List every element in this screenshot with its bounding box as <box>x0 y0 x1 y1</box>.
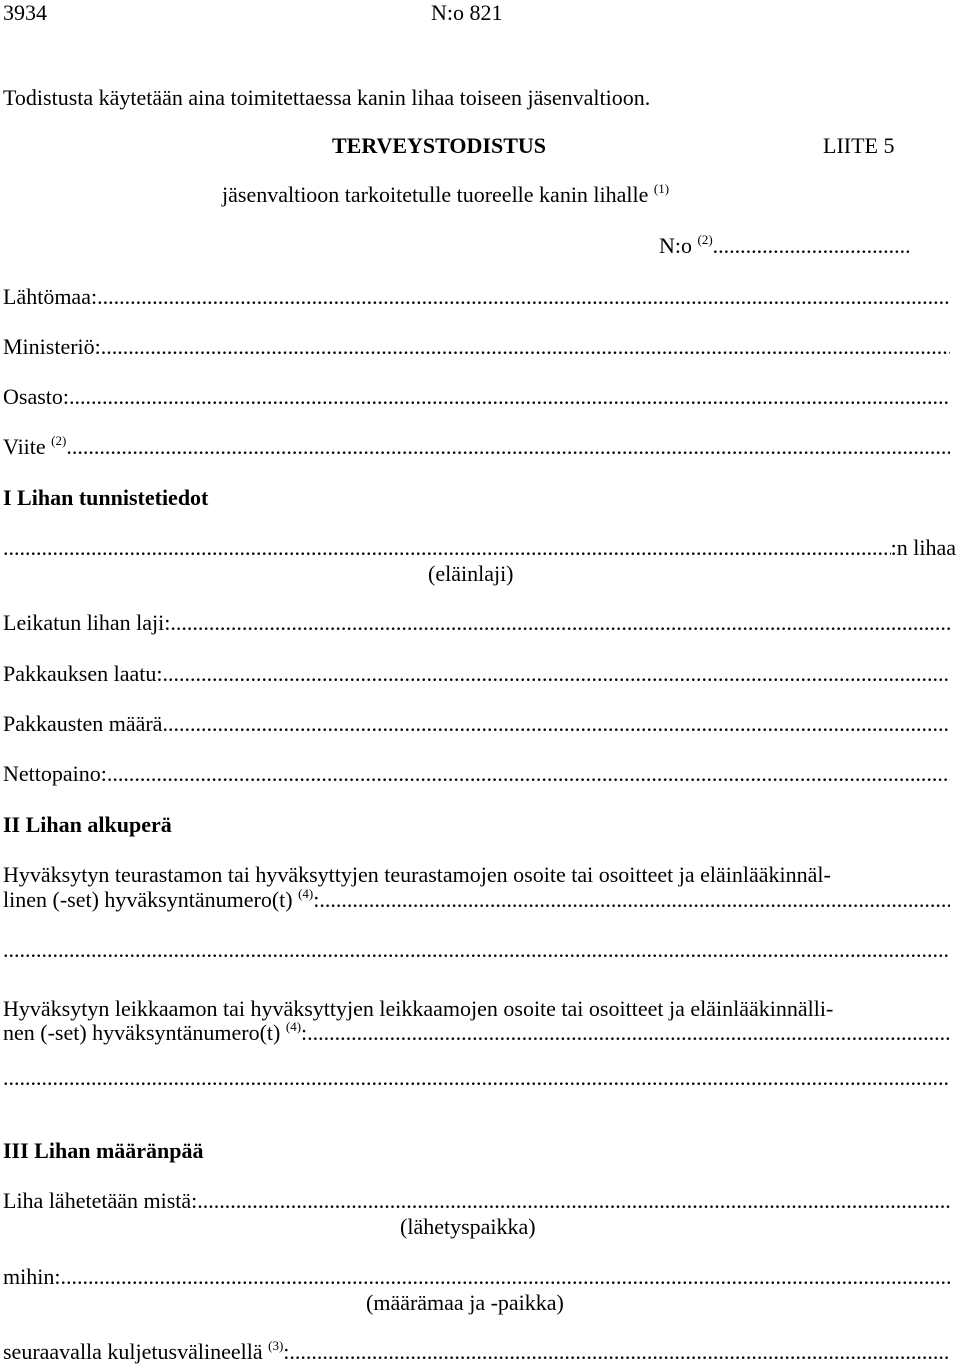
intro-text: Todistusta käytetään aina toimitettaessa kanin lihaa toiseen jäsenvaltioon. <box>3 85 651 110</box>
certificate-number-field[interactable] <box>659 232 909 258</box>
slaughterhouse-continuation[interactable] <box>3 939 950 961</box>
reference-label: Viite <box>3 434 46 459</box>
cutting-plant-field[interactable]: nen (-set) hyväksyntänumero(t) $^{(4)}$: ..... <box>3 1022 950 1044</box>
packaging-type-field[interactable] <box>3 663 950 685</box>
cutting-plant-label: nen (-set) hyväksyntänumero(t) <box>3 1020 281 1045</box>
ministry-label: Ministeriö: <box>3 334 101 359</box>
document-title: TERVEYSTODISTUS <box>332 133 547 158</box>
slaughterhouse-footnote: (4) <box>298 886 314 901</box>
destination-caption: (määrämaa ja -paikka) <box>366 1290 564 1315</box>
transport-footnote: (3) <box>268 1338 284 1353</box>
net-weight-label: Nettopaino: <box>3 761 107 786</box>
certificate-number-footnote: (2) <box>697 232 713 247</box>
certificate-number-dots <box>713 235 909 257</box>
slaughterhouse-label: linen (-set) hyväksyntänumero(t) <box>3 887 293 912</box>
origin-country-dots <box>97 286 950 308</box>
transport-field[interactable]: seuraavalla kuljetusvälineellä $^{(3)}$: ..... <box>3 1341 950 1363</box>
ministry-dots <box>101 336 950 358</box>
annex-label: LIITE 5 <box>823 133 895 158</box>
dispatch-field[interactable] <box>3 1190 950 1212</box>
cutting-plant-continuation[interactable] <box>3 1067 950 1089</box>
slaughterhouse-field[interactable]: linen (-set) hyväksyntänumero(t) $^{(4)}$: ..... <box>3 889 950 911</box>
destination-label: mihin: <box>3 1264 61 1289</box>
section1-heading: I Lihan tunnistetiedot <box>3 485 209 510</box>
packaging-type-label: Pakkauksen laatu: <box>3 661 163 686</box>
cut-type-dots <box>170 612 950 634</box>
cutting-plant-continuation-dots <box>3 1067 950 1089</box>
issue-number: N:o 821 <box>431 0 503 25</box>
packaging-type-dots <box>162 663 950 685</box>
cut-type-label: Leikatun lihan laji: <box>3 610 171 635</box>
cutting-plant-footnote: (4) <box>285 1019 302 1034</box>
slaughterhouse-line1: Hyväksytyn teurastamon tai hyväksyttyjen teurastamojen osoite tai osoitteet ja eläinlääkinnäl- <box>3 862 831 887</box>
species-field[interactable] <box>3 537 956 559</box>
package-count-field[interactable] <box>3 713 950 735</box>
species-dots <box>3 537 891 559</box>
slaughterhouse-continuation-dots <box>3 939 950 961</box>
subtitle-text: jäsenvaltioon tarkoitetulle tuoreelle kanin lihalle <box>222 182 649 207</box>
ministry-field[interactable] <box>3 336 950 358</box>
subtitle-footnote: (1) <box>653 181 670 196</box>
net-weight-field[interactable] <box>3 763 950 785</box>
cutting-plant-dots <box>307 1022 950 1044</box>
reference-dots <box>66 436 950 458</box>
department-field[interactable] <box>3 386 950 408</box>
destination-dots <box>60 1266 950 1288</box>
transport-dots <box>289 1341 950 1363</box>
slaughterhouse-dots <box>319 889 950 911</box>
dispatch-dots <box>197 1190 950 1212</box>
species-caption: (eläinlaji) <box>428 561 514 586</box>
department-label: Osasto: <box>3 384 69 409</box>
section2-heading: II Lihan alkuperä <box>3 812 172 837</box>
cut-type-field[interactable] <box>3 612 950 634</box>
dispatch-caption: (lähetyspaikka) <box>400 1214 536 1239</box>
origin-country-label: Lähtömaa: <box>3 284 98 309</box>
reference-footnote: (2) <box>51 433 67 448</box>
package-count-label: Pakkausten määrä <box>3 711 163 736</box>
origin-country-field[interactable] <box>3 286 950 308</box>
dispatch-label: Liha lähetetään mistä: <box>3 1188 198 1213</box>
net-weight-dots <box>107 763 950 785</box>
package-count-dots <box>162 713 950 735</box>
destination-field[interactable] <box>3 1266 950 1288</box>
department-dots <box>69 386 950 408</box>
section3-heading: III Lihan määränpää <box>3 1138 204 1163</box>
reference-field[interactable] <box>3 433 950 459</box>
certificate-number-label: N:o <box>659 233 692 258</box>
document-subtitle <box>222 181 670 207</box>
transport-label: seuraavalla kuljetusvälineellä <box>3 1339 263 1364</box>
cutting-plant-line1: Hyväksytyn leikkaamon tai hyväksyttyjen leikkaamojen osoite tai osoitteet ja eläinlääkinnälli- <box>3 996 834 1021</box>
page-number: 3934 <box>3 0 47 25</box>
species-suffix: :n lihaa <box>890 535 956 560</box>
